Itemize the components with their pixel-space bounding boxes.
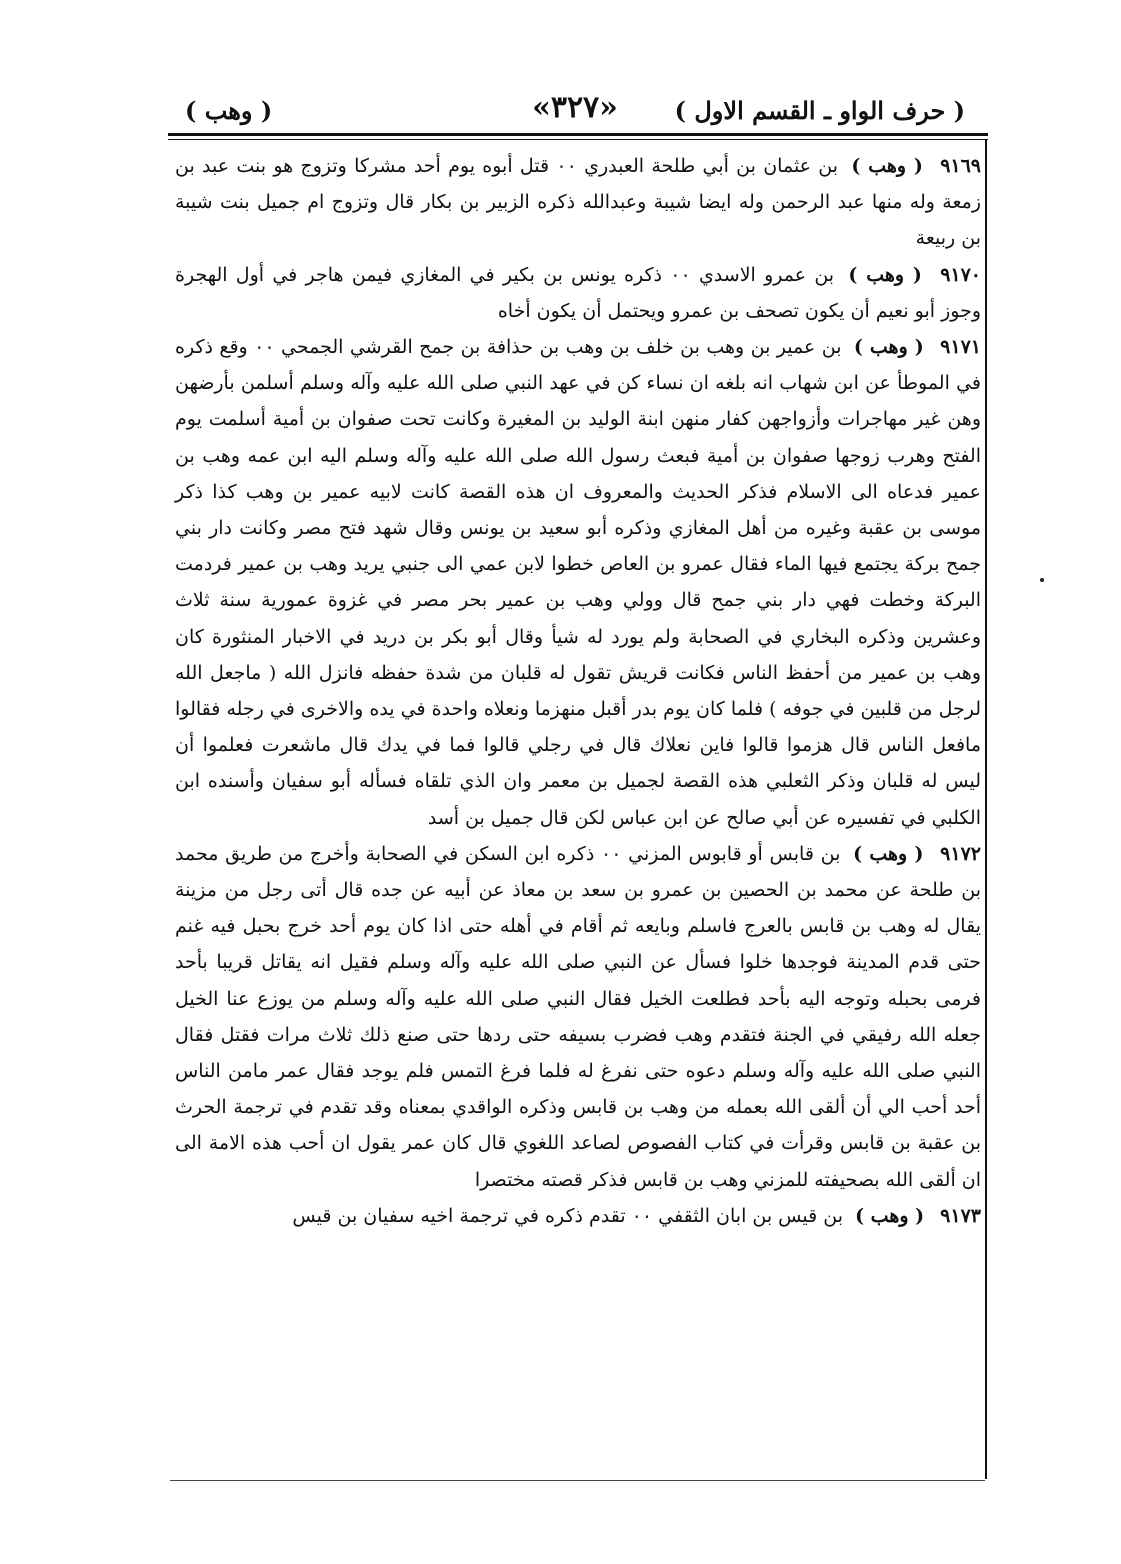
entry-9169	[175, 148, 981, 257]
header-entry-word: ( وهب )	[185, 96, 273, 125]
entry-9173	[175, 1198, 981, 1234]
entry-text: بن عمير بن وهب بن خلف بن وهب بن حذافة بن جمح القرشي الجمحي ٠٠ وقع ذكره في الموطأ عن ابن شهاب انه بلغه ان نساء كن في عهد النبي صلى الله عليه وآله وسلم أسلمن بأرضهن وهن غير مهاجرات وأزواجهن كفار منهن ابنة الوليد بن المغيرة وكانت تحت صفوان بن أمية أسلمت يوم الفتح وهرب زوجها صفوان بن أمية فبعث رسول الله صلى الله عليه وآله وسلم اليه ابن عمه وهب بن عمير فدعاه الى الاسلام فذكر الحديث والمعروف ان هذه القصة كانت لابيه عمير بن وهب كذا ذكر موسى بن عقبة وغيره من أهل المغازي وذكره أبو سعيد بن يونس وقال شهد فتح مصر وكانت دار بني جمح بركة يجتمع فيها الماء فقال عمرو بن العاص خطوا لابن عمي الى جنبي يريد وهب بن عمير فردمت البركة وخطت فهي دار بني جمح قال وولي وهب بن عمير بحر مصر في غزوة عمورية سنة ثلاث وعشرين وذكره البخاري في الصحابة ولم يورد له شيأ وقال أبو بكر بن دريد في الاخبار المنثورة كان وهب بن عمير من أحفظ الناس فكانت قريش تقول له قلبان من شدة حفظه فانزل الله ( ماجعل الله لرجل من قلبين في جوفه ) فلما كان يوم بدر أقبل منهزما ونعلاه واحدة في يده والاخرى في رجله فقالوا مافعل الناس قال هزموا قالوا فاين نعلاك قال في رجلي قالوا فما في يدك قال ماشعرت فعلموا أن ليس له قلبان وذكر الثعلبي هذه القصة لجميل بن معمر وان الذي تلقاه فسأله أبو سفيان وأسنده ابن الكلبي في تفسيره عن أبي صالح عن ابن عباس لكن قال جميل بن أسد	[175, 336, 981, 829]
entry-9171	[175, 329, 981, 836]
entry-number: ٩١٧٣	[940, 1204, 981, 1227]
entry-9170	[175, 257, 981, 329]
entry-text: بن عمرو الاسدي ٠٠ ذكره يونس بن بكير في المغازي فيمن هاجر في أول الهجرة وجوز أبو نعيم أن يكون تصحف بن عمرو ويحتمل أن يكون أخاه	[175, 263, 981, 322]
page-body	[175, 148, 981, 1234]
header-rule-thin	[168, 139, 988, 140]
entry-text: بن قيس بن ابان الثقفي ٠٠ تقدم ذكره في ترجمة اخيه سفيان بن قيس	[292, 1204, 844, 1227]
footer-rule	[170, 1480, 985, 1481]
entry-number: ٩١٧٠	[940, 263, 982, 286]
entry-name: ( وهب )	[848, 263, 922, 286]
entry-name: ( وهب )	[855, 1204, 925, 1227]
entry-number: ٩١٧٢	[940, 842, 981, 865]
entry-name: ( وهب )	[853, 842, 924, 865]
entry-number: ٩١٦٩	[940, 155, 982, 177]
entry-name: ( وهب )	[851, 155, 923, 177]
header-rule-thick	[168, 133, 988, 136]
running-header	[185, 90, 965, 130]
stray-ink-dot	[1040, 578, 1044, 582]
entry-9172	[175, 836, 981, 1198]
section-title: ( حرف الواو ـ القسم الاول )	[674, 96, 965, 125]
entry-text: بن عثمان بن أبي طلحة العبدري ٠٠ قتل أبوه يوم أحد مشركا وتزوج هو بنت عبد بن زمعة وله منها عبد الرحمن وله ايضا شيبة وعبدالله ذكره الزبير بن بكار قال وتزوج ام جميل بنت شيبة بن ربيعة	[175, 155, 981, 250]
entry-name: ( وهب )	[853, 336, 924, 359]
page-number: «٣٢٧»	[532, 90, 618, 125]
right-margin-line	[985, 139, 987, 1479]
entry-number: ٩١٧١	[940, 336, 981, 359]
entry-text: بن قابس أو قابوس المزني ٠٠ ذكره ابن السكن في الصحابة وأخرج من طريق محمد بن طلحة عن محمد بن الحصين بن عمرو بن سعد بن معاذ عن أبيه عن جده قال أتى رجل من مزينة يقال له وهب بن قابس بالعرج فاسلم وبايعه ثم أقام في أهله حتى اذا كان يوم أحد خرج بحبل فيه غنم حتى قدم المدينة فوجدها خلوا فسأل عن النبي صلى الله عليه وآله وسلم فقيل انه يقاتل قريبا بأحد فرمى بحبله وتوجه اليه بأحد فطلعت الخيل فقال النبي صلى الله عليه وآله وسلم من يوزع عنا الخيل جعله الله رفيقي في الجنة فتقدم وهب فضرب بسيفه حتى ردها حتى صنع ذلك ثلاث مرات فقتل فقال النبي صلى الله عليه وآله وسلم دعوه حتى نفرغ له فلما فرغ التمس فلم يوجد فقال عمر مامن الناس أحد أحب الي أن ألقى الله بعمله من وهب بن قابس وذكره الواقدي بمعناه وقد تقدم في ترجمة الحرث بن عقبة بن قابس وقرأت في كتاب الفصوص لصاعد اللغوي قال كان عمر يقول ان أحب هذه الامة الى ان ألقى الله بصحيفته للمزني وهب بن قابس فذكر قصته مختصرا	[175, 842, 981, 1191]
